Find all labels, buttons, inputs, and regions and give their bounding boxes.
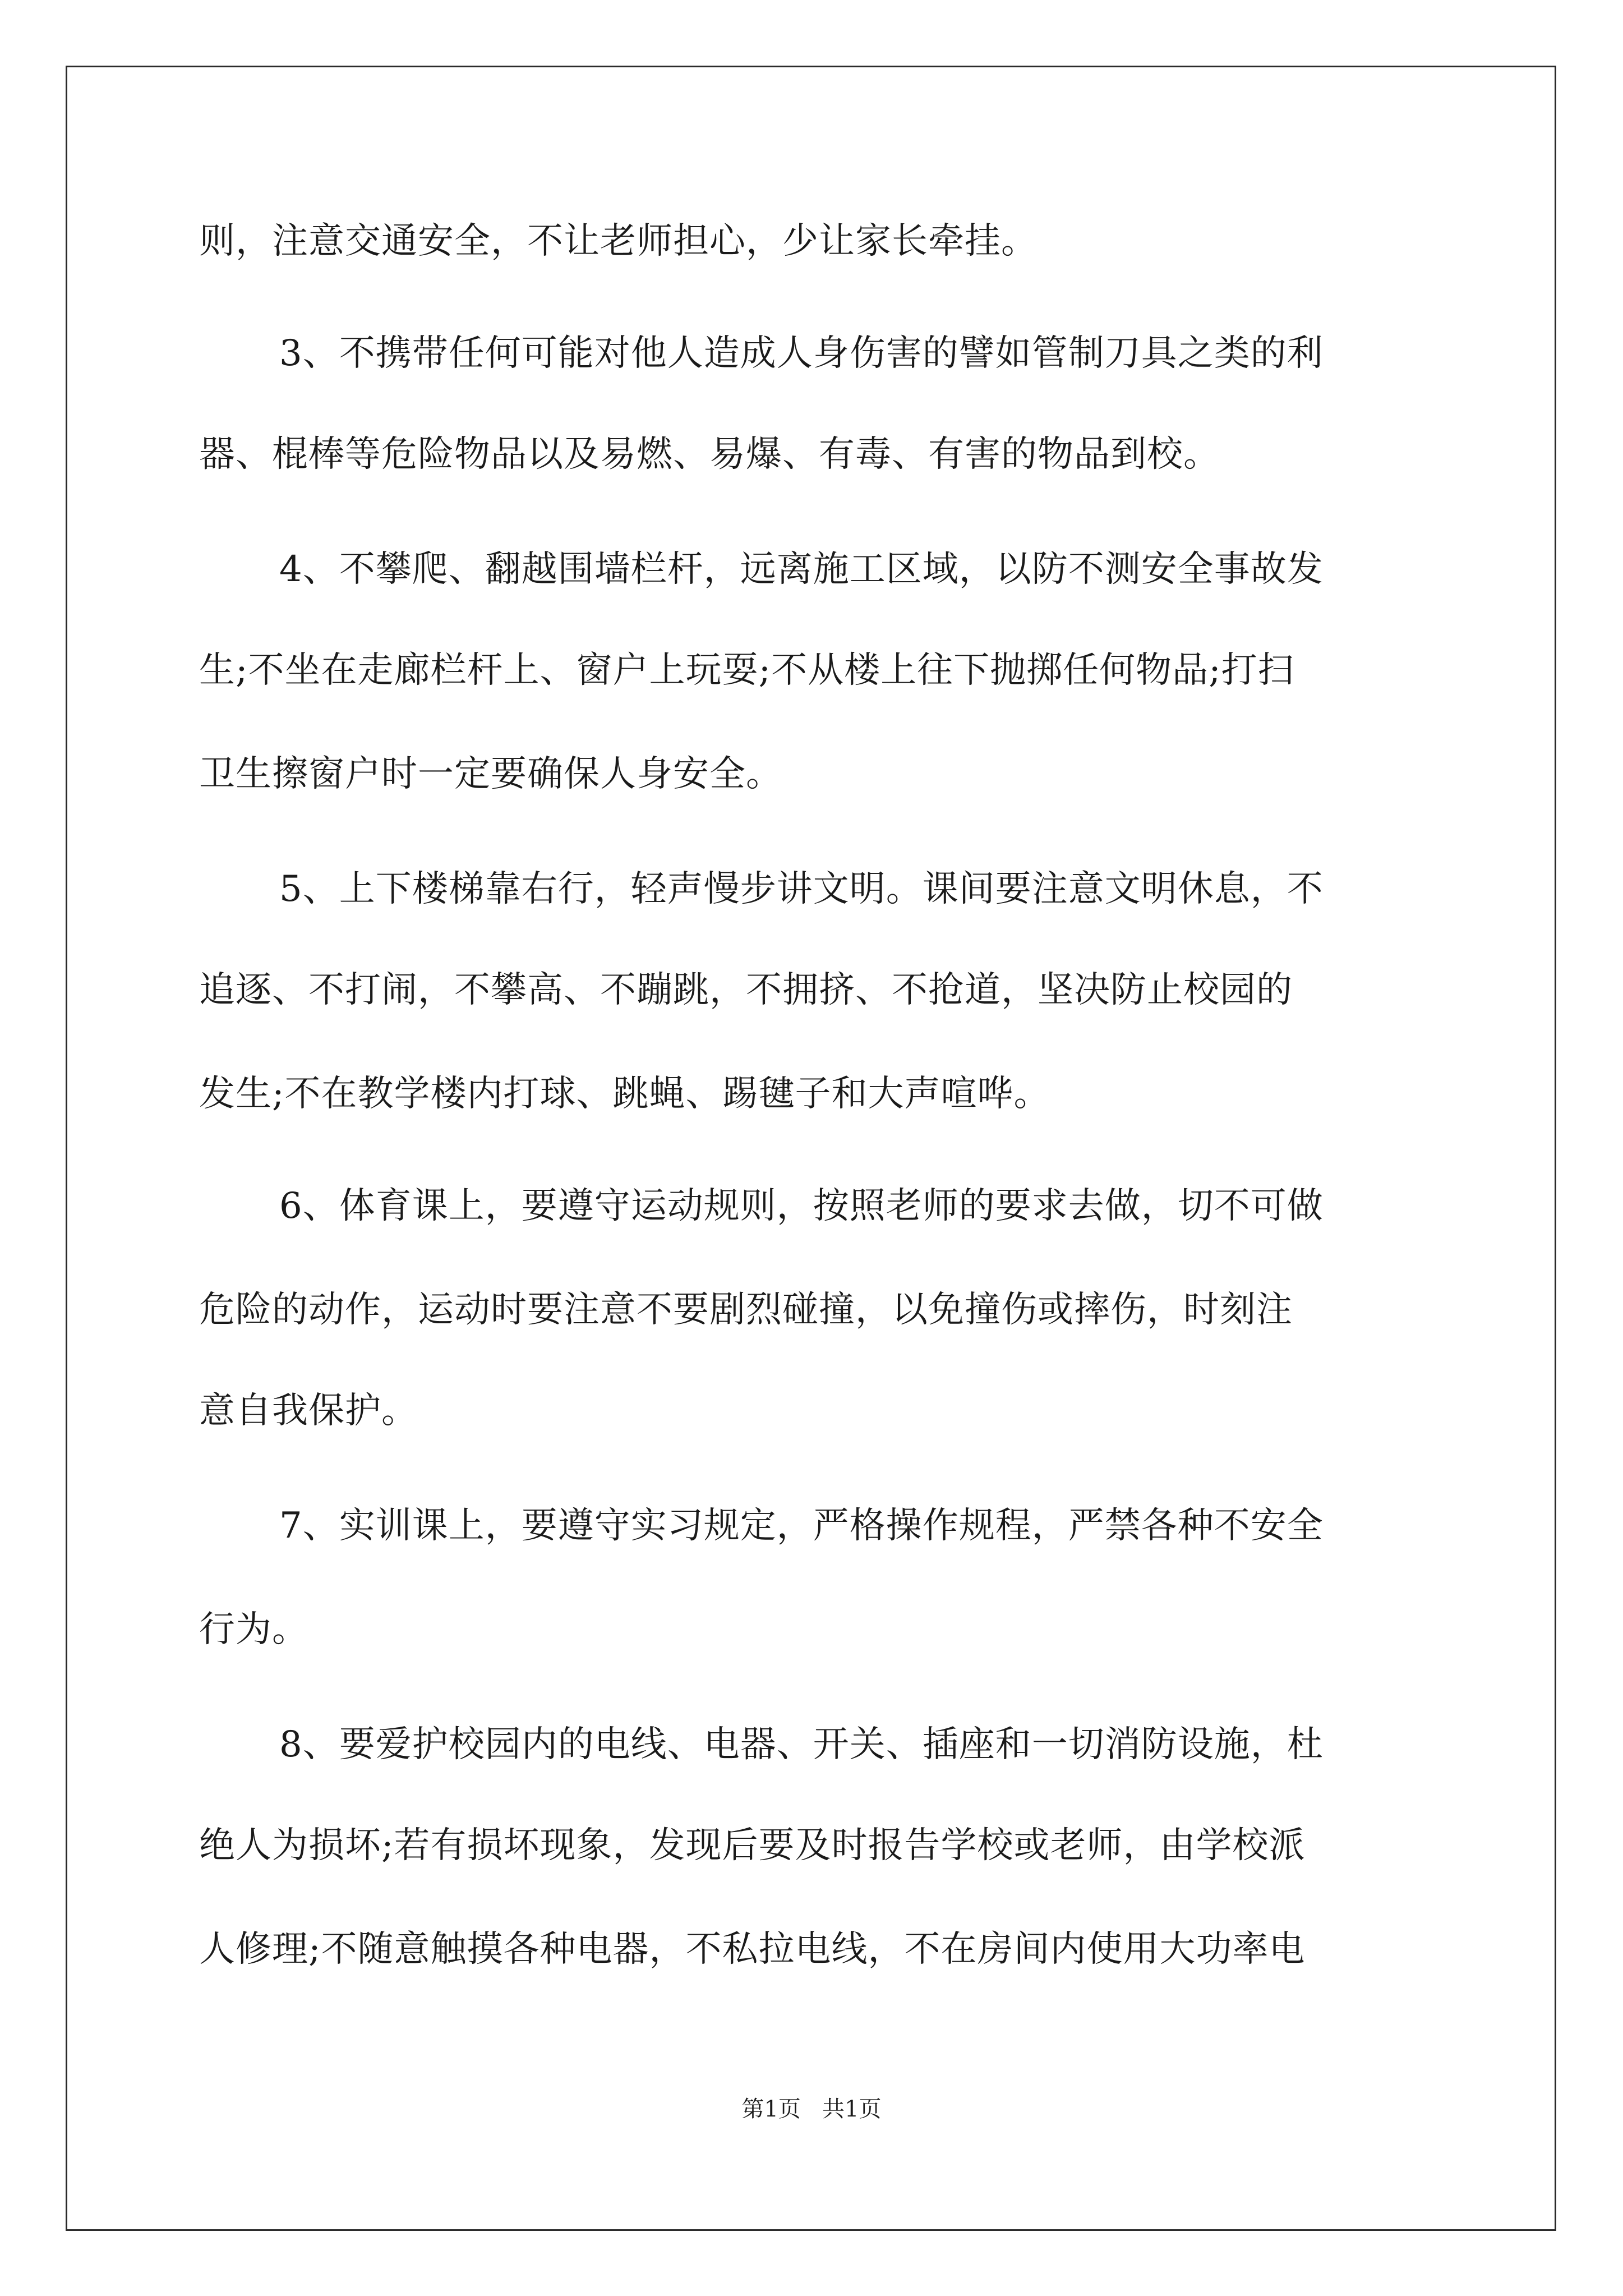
page-border	[66, 66, 1556, 2231]
text-line: 4、不攀爬、翻越围墙栏杆，远离施工区域，以防不测安全事故发	[279, 549, 1324, 590]
text-line: 绝人为损坏;若有损坏现象，发现后要及时报告学校或老师，由学校派	[199, 1825, 1306, 1866]
text-line: 5、上下楼梯靠右行，轻声慢步讲文明。课间要注意文明休息，不	[279, 868, 1324, 910]
text-line: 卫生擦窗户时一定要确保人身安全。	[199, 753, 782, 795]
text-line: 器、棍棒等危险物品以及易燃、易爆、有毒、有害的物品到校。	[199, 434, 1220, 475]
text-line: 危险的动作，运动时要注意不要剧烈碰撞，以免撞伤或摔伤，时刻注	[199, 1289, 1293, 1331]
text-line: 则，注意交通安全，不让老师担心，少让家长牵挂。	[199, 220, 1038, 262]
text-line: 发生;不在教学楼内打球、跳蝇、踢毽子和大声喧哗。	[199, 1073, 1050, 1115]
text-line: 3、不携带任何可能对他人造成人身伤害的譬如管制刀具之类的利	[279, 333, 1324, 374]
text-line: 8、要爱护校园内的电线、电器、开关、插座和一切消防设施，杜	[279, 1724, 1324, 1765]
text-line: 行为。	[199, 1609, 308, 1650]
text-line: 6、体育课上，要遵守运动规则，按照老师的要求去做，切不可做	[279, 1185, 1324, 1227]
text-line: 生;不坐在走廊栏杆上、窗户上玩耍;不从楼上往下抛掷任何物品;打扫	[199, 650, 1294, 691]
text-line: 人修理;不随意触摸各种电器，不私拉电线，不在房间内使用大功率电	[199, 1929, 1306, 1970]
page-footer: 第1页 共1页	[741, 2096, 882, 2122]
text-line: 追逐、不打闹，不攀高、不蹦跳，不拥挤、不抢道，坚决防止校园的	[199, 969, 1293, 1011]
text-line: 7、实训课上，要遵守实习规定，严格操作规程，严禁各种不安全	[279, 1505, 1324, 1547]
text-line: 意自我保护。	[199, 1390, 418, 1432]
